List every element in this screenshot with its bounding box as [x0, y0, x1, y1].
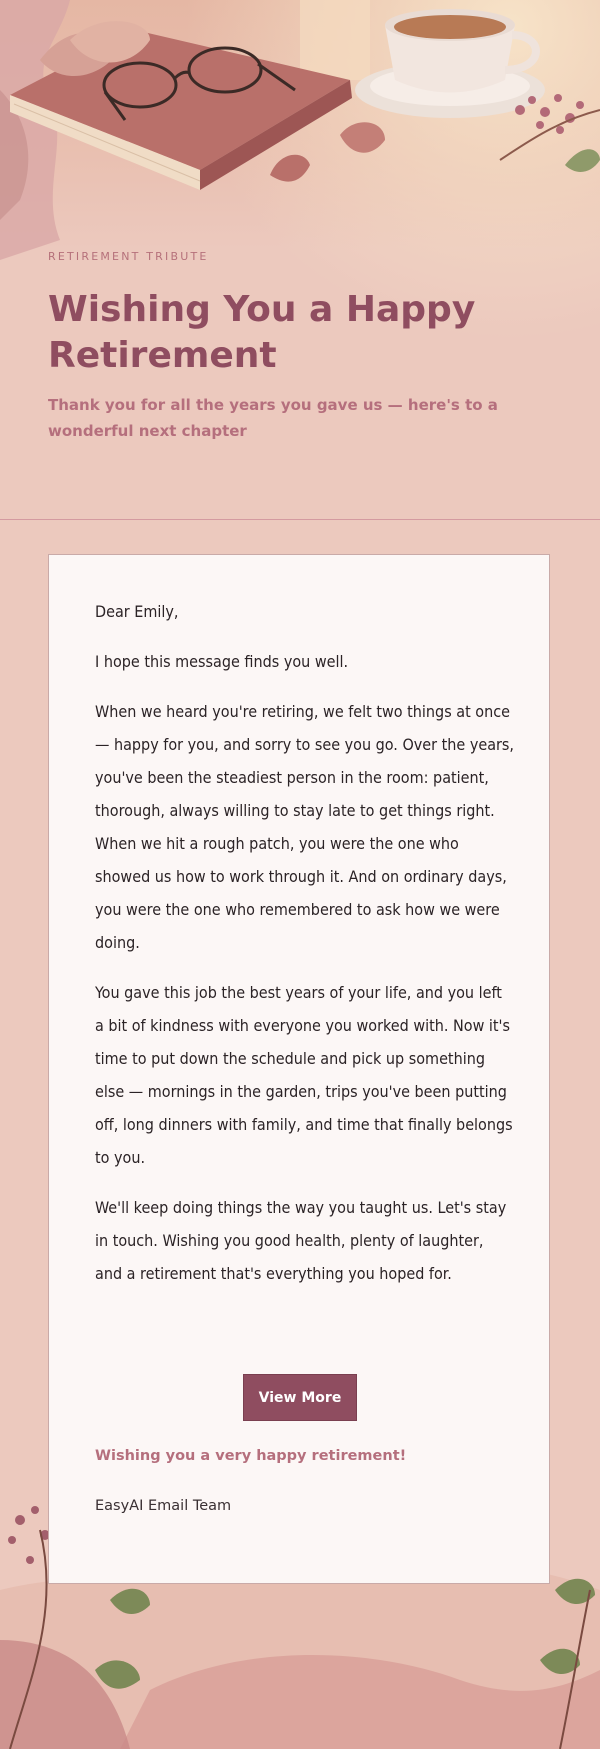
page-subtitle: Thank you for all the years you gave us — here's to a wonderful next chapter: [48, 396, 498, 440]
letter-paragraph: You gave this job the best years of your life, and you left a bit of kindness with everyone you worked with. Now it's time to put down the schedule and pick up something else — mornings in the garden, trips you've been putting off, long dinners with family, and time that finally belongs to you.: [95, 983, 513, 1167]
letter-body: [95, 595, 515, 1307]
teacup-icon: [355, 9, 545, 118]
eyebrow-label: RETIREMENT TRIBUTE: [48, 250, 209, 263]
header-divider: [0, 519, 600, 520]
hero-banner: [0, 0, 600, 520]
letter-paragraph: When we heard you're retiring, we felt two things at once — happy for you, and sorry to see you go. Over the years, you've been the steadiest person in the room: patient, thorough, always willing to stay late to get things right. When we hit a rough patch, you were the one who showed us how to work through it. And on ordinary days, you were the one who remembered to ask how we were doing.: [95, 702, 514, 952]
signature: EasyAI Email Team: [95, 1498, 232, 1514]
letter-paragraph: We'll keep doing things the way you taught us. Let's stay in touch. Wishing you good health, plenty of laughter, and a retirement that's everything you hoped for.: [95, 1198, 507, 1283]
letter-greeting: Dear Emily,: [95, 602, 179, 621]
view-more-button[interactable]: View More: [243, 1374, 357, 1421]
closing-line: Wishing you a very happy retirement!: [95, 1448, 407, 1464]
page-title: Wishing You a Happy Retirement: [48, 289, 476, 376]
letter-paragraph: I hope this message finds you well.: [95, 652, 349, 671]
hero-illustration: [0, 0, 600, 260]
letter-card: [48, 554, 550, 1584]
